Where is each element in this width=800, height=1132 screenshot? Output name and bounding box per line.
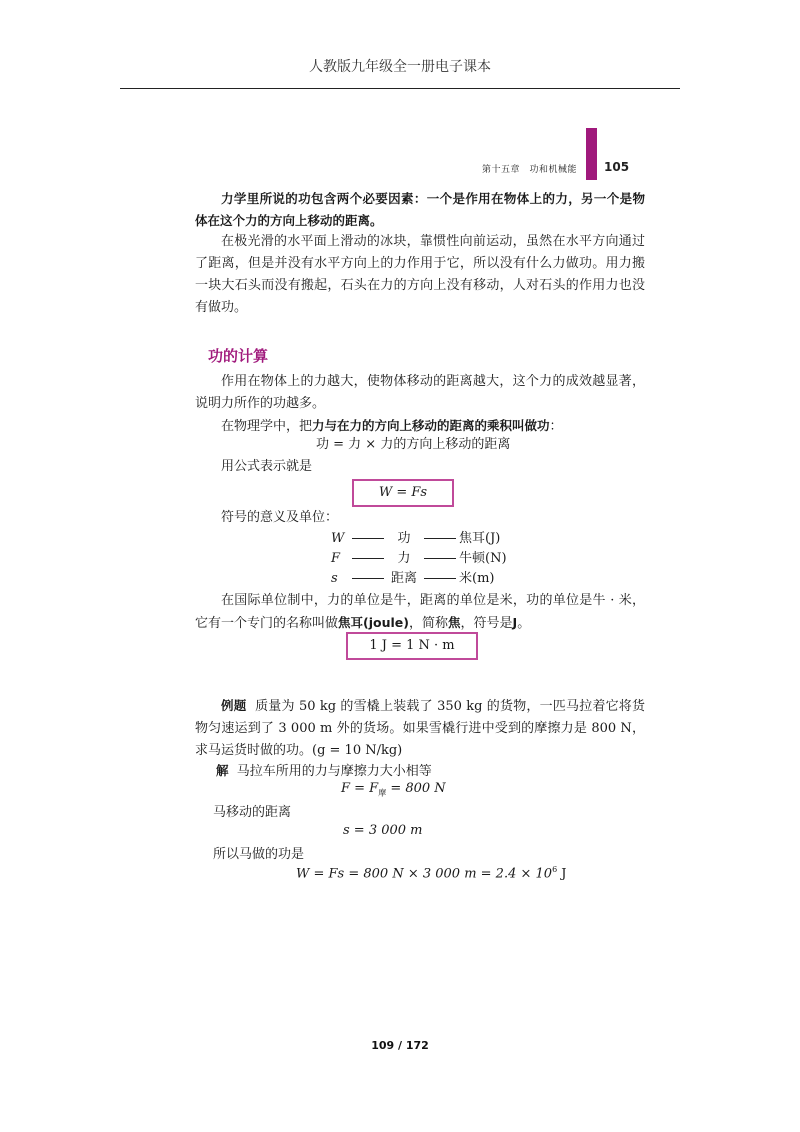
definition-bold: 力与在力的方向上移动的距离的乘积叫做功 <box>312 418 550 433</box>
equation-work <box>296 865 567 881</box>
unit: 焦耳(J) <box>459 531 501 546</box>
joule-definition-box: 1 J = 1 N · m <box>346 632 478 660</box>
ice-stone-paragraph: 在极光滑的水平面上滑动的冰块，靠惯性向前运动，虽然在水平方向通过了距离，但是并没有水平方向上的力作用于它，所以没有什么力做功。用力搬一块大石头而没有搬起，石头在力的方向上没有移动，人对石头的作用力也没有做功。 <box>195 234 645 315</box>
example-problem <box>195 695 645 762</box>
symbol: s <box>331 571 338 586</box>
symbol-row-f <box>331 549 507 569</box>
eq1-subscript: 摩 <box>378 788 387 798</box>
work-formula-box: W = Fs <box>352 479 454 507</box>
eq3-unit: J <box>557 866 567 882</box>
example-text: 质量为 50 kg 的雪橇上装载了 350 kg 的货物，一匹马拉着它将货物匀速运到了 3 000 m 外的货场。如果雪橇行进中受到的摩擦力是 800 N，求马运货时做的功。(g = 10 N/kg) <box>195 699 645 758</box>
equation-distance: s = 3 000 m <box>343 823 423 838</box>
chapter-color-bar <box>586 128 597 180</box>
dash <box>424 538 456 539</box>
jiao-term: 焦 <box>448 615 461 630</box>
solution-step-2: 马移动的距离 <box>213 805 292 820</box>
si-text-end: 。 <box>517 616 531 631</box>
quantity: 距离 <box>390 571 417 586</box>
calc-paragraph-1: 作用在物体上的力越大，使物体移动的距离越大，这个力的成效越显著，说明力所作的功越多。 <box>195 374 645 411</box>
quantity: 功 <box>397 531 411 546</box>
unit: 米(m) <box>459 571 495 586</box>
j-symbol: J <box>512 615 518 630</box>
eq3-exponent: 6 <box>552 865 558 874</box>
symbol: W <box>331 531 345 546</box>
solution-text-1: 马拉车所用的力与摩擦力大小相等 <box>236 764 432 779</box>
eq1-lhs: F = F <box>341 781 379 796</box>
si-text: 在国际单位制中，力的单位是牛，距离的单位是米，功的单位是牛 · 米，它有一个专门的名称叫做 <box>195 593 645 631</box>
dash <box>352 578 384 579</box>
solution-step-1 <box>216 760 432 783</box>
si-text-2: ，简称 <box>408 616 448 631</box>
document-header: 人教版九年级全一册电子课本 <box>309 59 491 75</box>
book-page-number: 105 <box>604 160 630 174</box>
symbol-row-s <box>331 569 494 589</box>
solution-step-3: 所以马做的功是 <box>213 847 305 862</box>
dash <box>352 558 384 559</box>
symbol: F <box>331 551 341 566</box>
symbols-intro: 符号的意义及单位： <box>221 510 339 525</box>
eq1-rhs: = 800 N <box>386 781 446 796</box>
header-divider <box>120 88 680 89</box>
dash <box>424 558 456 559</box>
word-formula: 功 = 力 × 力的方向上移动的距离 <box>316 437 511 452</box>
definition-paragraph: 力学里所说的功包含两个必要因素：一个是作用在物体上的力，另一个是物体在这个力的方向上移动的距离。 <box>195 191 645 228</box>
dash <box>352 538 384 539</box>
dash <box>424 578 456 579</box>
definition-suffix: ： <box>549 419 563 434</box>
symbol-row-w <box>331 529 500 549</box>
footer-page-indicator: 109 / 172 <box>371 1039 429 1052</box>
solution-label: 解 <box>216 763 229 778</box>
definition-prefix: 在物理学中，把 <box>221 419 313 434</box>
section-title: 功的计算 <box>208 347 269 365</box>
formula-intro: 用公式表示就是 <box>221 459 313 474</box>
joule-term: 焦耳(joule) <box>338 615 409 630</box>
example-label: 例题 <box>221 698 247 713</box>
si-text-3: ，符号是 <box>460 616 513 631</box>
equation-force <box>341 781 446 799</box>
chapter-label: 第十五章 功和机械能 <box>482 165 578 175</box>
eq3-main: W = Fs = 800 N × 3 000 m = 2.4 × 10 <box>296 866 553 882</box>
quantity: 力 <box>397 551 411 566</box>
unit: 牛顿(N) <box>459 551 507 566</box>
si-units-paragraph <box>195 590 645 635</box>
